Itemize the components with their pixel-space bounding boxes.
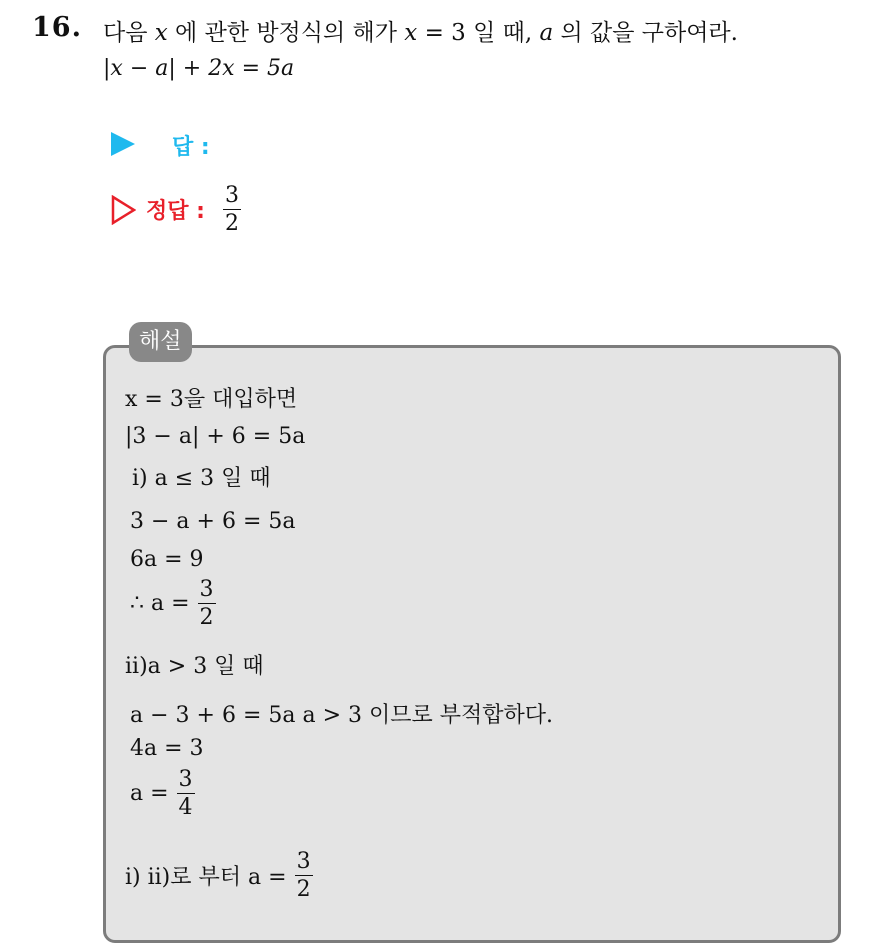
- fraction-bar: [223, 209, 241, 210]
- solution-line-8: a − 3 + 6 = 5a a > 3 이므로 부적합하다.: [130, 703, 554, 728]
- solution-line-3: i) a ≤ 3 일 때: [132, 466, 271, 491]
- answer-key-label: 정답 :: [146, 199, 205, 225]
- fraction-numerator: 3: [178, 767, 193, 792]
- fraction-bar: [198, 603, 216, 604]
- question-var-x: x: [154, 20, 168, 46]
- solution-line-11: [125, 850, 313, 901]
- fraction-denominator: 4: [178, 795, 193, 821]
- answer-key-row: [111, 184, 241, 235]
- question-text-end: 의 값을 구하여라.: [560, 20, 738, 46]
- solution-line-7: ii)a > 3 일 때: [125, 654, 264, 679]
- answer-label: 답 :: [172, 135, 210, 160]
- solution-line-10-pre: a =: [130, 781, 169, 807]
- question-text: [103, 14, 738, 47]
- answer-key-numerator: 3: [224, 183, 239, 208]
- solution-tab: 해설: [129, 322, 192, 362]
- solution-line-10: [130, 768, 195, 819]
- solution-line-10-fraction: [177, 768, 195, 819]
- solution-line-6: [130, 578, 216, 629]
- answer-key-fraction: [223, 184, 241, 235]
- solution-line-11-fraction: [295, 850, 313, 901]
- solution-line-4: 3 − a + 6 = 5a: [130, 509, 296, 534]
- answer-key-triangle-icon: [111, 195, 136, 225]
- question-text-mid: 에 관한 방정식의 해가: [175, 20, 397, 46]
- question-cond-rest: = 3 일 때,: [424, 20, 533, 46]
- solution-line-5: 6a = 9: [130, 547, 204, 572]
- fraction-denominator: 2: [199, 605, 214, 631]
- answer-triangle-icon: [111, 132, 135, 156]
- question-var-a: a: [539, 20, 554, 46]
- solution-line-6-pre: ∴ a =: [130, 591, 190, 617]
- fraction-bar: [177, 793, 195, 794]
- answer-key-denominator: 2: [224, 211, 239, 237]
- question-equation: |x − a| + 2x = 5a: [103, 56, 295, 81]
- fraction-denominator: 2: [296, 877, 311, 903]
- solution-line-1: x = 3을 대입하면: [125, 387, 298, 412]
- solution-line-11-pre: i) ii)로 부터 a =: [125, 865, 287, 891]
- fraction-numerator: 3: [199, 577, 214, 602]
- question-cond-var: x: [404, 20, 418, 46]
- solution-line-6-fraction: [198, 578, 216, 629]
- solution-line-2: |3 − a| + 6 = 5a: [125, 424, 306, 449]
- question-number: 16.: [32, 12, 82, 43]
- fraction-numerator: 3: [296, 849, 311, 874]
- solution-line-9: 4a = 3: [130, 736, 204, 761]
- question-text-pre: 다음: [103, 20, 148, 46]
- fraction-bar: [295, 875, 313, 876]
